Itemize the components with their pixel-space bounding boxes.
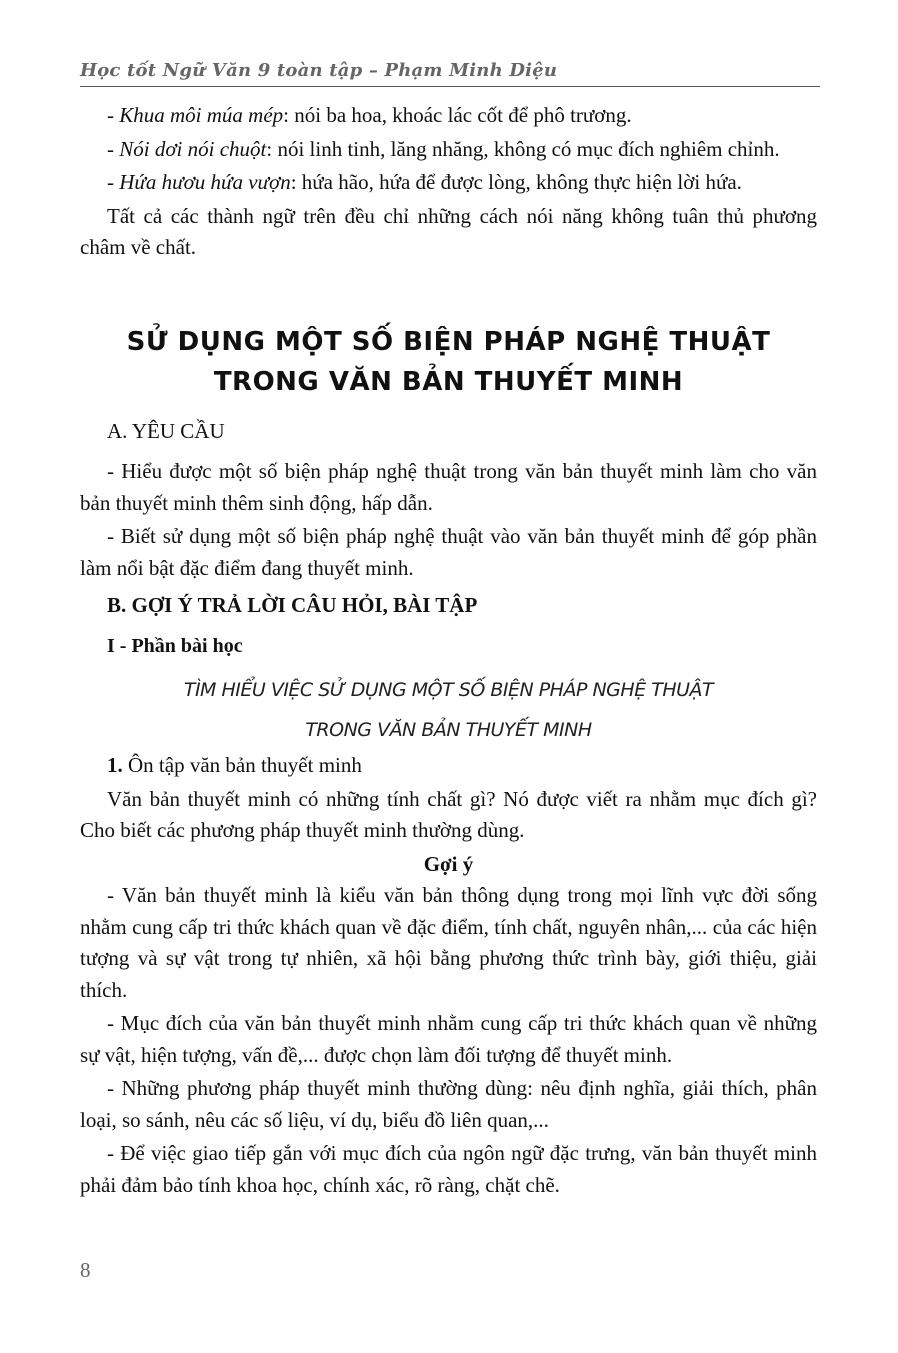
idiom-definition: : nói ba hoa, khoác lác cốt để phô trương.: [283, 103, 632, 127]
idiom-term: Khua môi múa mép: [119, 103, 284, 127]
idiom-definition: : nói linh tinh, lăng nhăng, không có mục đích nghiêm chỉnh.: [266, 136, 780, 161]
section-b-heading: B. GỢI Ý TRẢ LỜI CÂU HỎI, BÀI TẬP: [107, 593, 478, 617]
item-title: Ôn tập văn bản thuyết minh: [122, 753, 362, 777]
answer-item: - Để việc giao tiếp gắn với mục đích của ngôn ngữ đặc trưng, văn bản thuyết minh phải đảm bảo tính khoa học, chính xác, rõ ràng, chặt chẽ.: [80, 1141, 817, 1197]
page-content: [80, 100, 817, 1203]
idiom-item: - Hứa hươu hứa vượn: hứa hão, hứa để được lòng, không thực hiện lời hứa.: [107, 170, 742, 194]
subsection-title-line: TÌM HIỂU VIỆC SỬ DỤNG MỘT SỐ BIỆN PHÁP NGHỆ THUẬT: [183, 679, 714, 701]
item-number: 1.: [107, 753, 123, 777]
running-header: Học tốt Ngữ Văn 9 toàn tập – Phạm Minh Diệu: [80, 60, 558, 81]
idiom-definition: : hứa hão, hứa để được lòng, không thực hiện lời hứa.: [290, 170, 742, 194]
answer-item: - Mục đích của văn bản thuyết minh nhằm cung cấp tri thức khách quan về những sự vật, hiện tượng, vấn đề,... được chọn làm đối tượng để thuyết minh.: [80, 1011, 817, 1067]
answer-item: - Văn bản thuyết minh là kiểu văn bản thông dụng trong mọi lĩnh vực đời sống nhằm cung cấp tri thức khách quan về đặc điểm, tính chất, nguyên nhân,... của các hiện tượng và sự vật trong tự nhiên, xã hội bằng phương thức trình bày, giới thiệu, giải thích.: [80, 883, 817, 1002]
part-heading: I - Phần bài học: [107, 634, 243, 657]
header-divider: [80, 86, 820, 87]
idiom-term: Nói dơi nói chuột: [119, 136, 267, 161]
idiom-item: - Nói dơi nói chuột: nói linh tinh, lăng nhăng, không có mục đích nghiêm chỉnh.: [107, 136, 780, 161]
requirement-item: - Biết sử dụng một số biện pháp nghệ thuật vào văn bản thuyết minh để góp phần làm nổi bật đặc điểm đang thuyết minh.: [80, 524, 817, 580]
lesson-title-line: SỬ DỤNG MỘT SỐ BIỆN PHÁP NGHỆ THUẬT: [126, 326, 771, 357]
page-number: 8: [80, 1258, 91, 1282]
item-heading: [80, 750, 817, 782]
subsection-title-line: TRONG VĂN BẢN THUYẾT MINH: [305, 719, 592, 741]
idiom-term: Hứa hươu hứa vượn: [119, 170, 291, 194]
answer-item: - Những phương pháp thuyết minh thường dùng: nêu định nghĩa, giải thích, phân loại, so sánh, nêu các số liệu, ví dụ, biểu đồ liên quan,...: [80, 1076, 817, 1132]
question-text: Văn bản thuyết minh có những tính chất gì? Nó được viết ra nhằm mục đích gì? Cho biết các phương pháp thuyết minh thường dùng.: [80, 786, 817, 842]
idiom-item: - Khua môi múa mép: nói ba hoa, khoác lác cốt để phô trương.: [107, 103, 632, 127]
hint-label: Gợi ý: [423, 851, 474, 876]
requirement-item: - Hiểu được một số biện pháp nghệ thuật trong văn bản thuyết minh làm cho văn bản thuyết minh thêm sinh động, hấp dẫn.: [80, 459, 817, 515]
lesson-title: [80, 322, 817, 402]
idioms-summary: Tất cả các thành ngữ trên đều chỉ những cách nói năng không tuân thủ phương châm về chất.: [80, 203, 817, 259]
lesson-title-line: TRONG VĂN BẢN THUYẾT MINH: [213, 366, 684, 397]
section-a-heading: A. YÊU CẦU: [107, 418, 225, 443]
